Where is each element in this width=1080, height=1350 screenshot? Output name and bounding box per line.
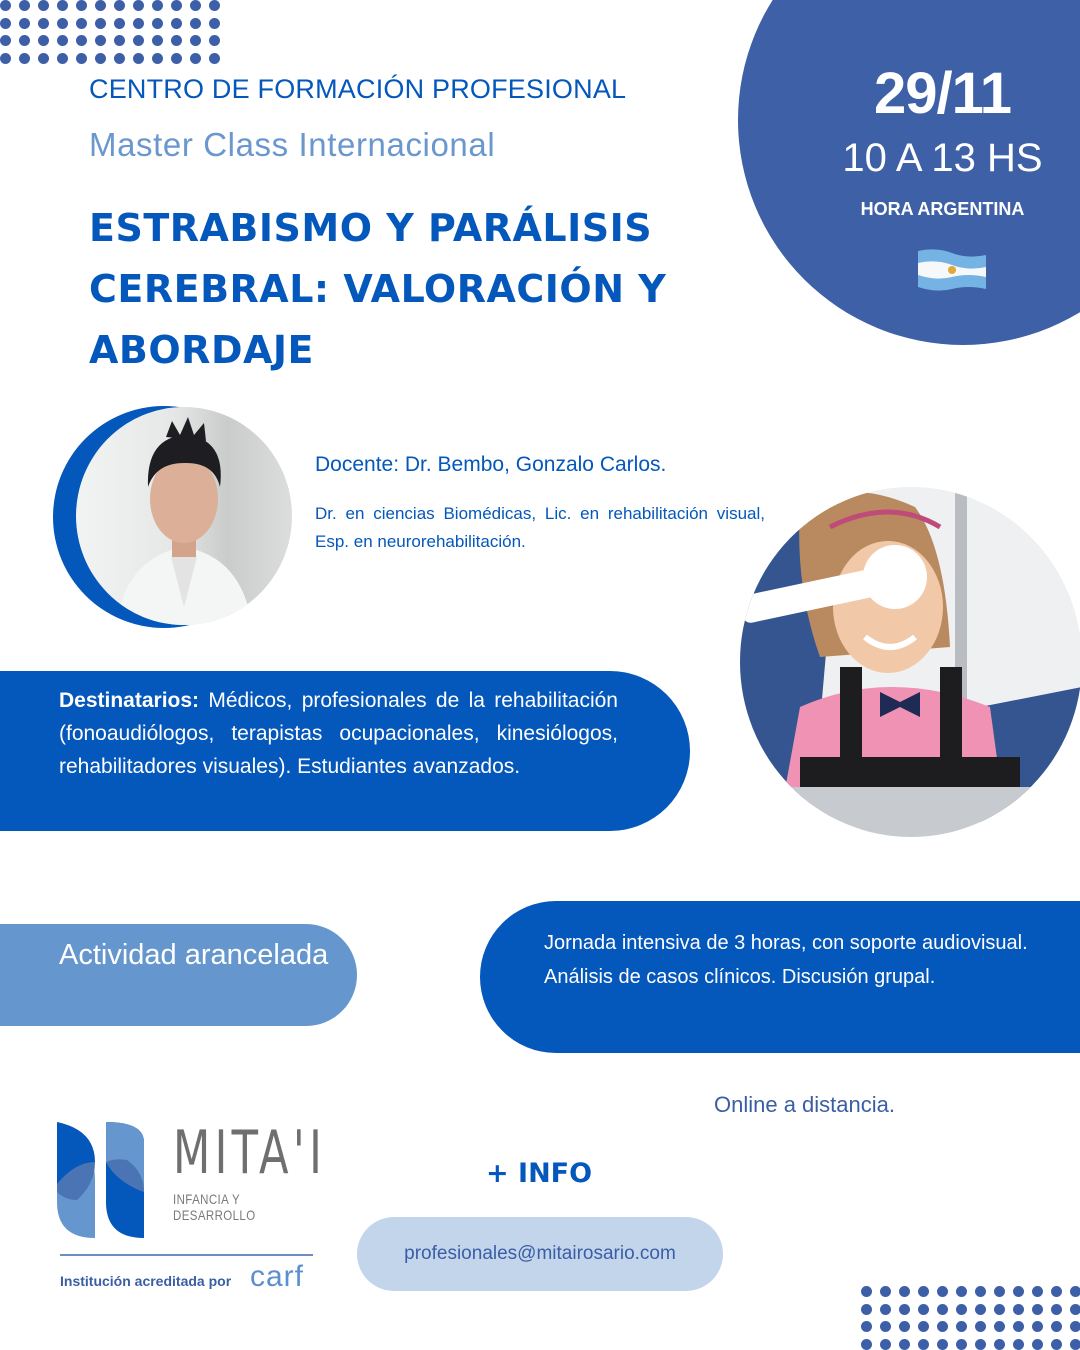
dot — [1070, 1321, 1080, 1332]
dot — [114, 53, 125, 64]
event-date: 29/11 — [874, 61, 1011, 126]
dot — [38, 35, 49, 46]
dot — [861, 1321, 872, 1332]
dot — [880, 1321, 891, 1332]
dot — [880, 1339, 891, 1350]
dot — [861, 1286, 872, 1297]
dot — [1032, 1304, 1043, 1315]
dot — [994, 1321, 1005, 1332]
dot — [95, 53, 106, 64]
dot — [57, 53, 68, 64]
dot — [209, 18, 220, 29]
dot — [1013, 1321, 1024, 1332]
dot — [190, 53, 201, 64]
dot — [76, 0, 87, 11]
dot — [0, 35, 11, 46]
dot — [1032, 1321, 1043, 1332]
dot — [975, 1304, 986, 1315]
brand-name: MITA'I — [173, 1118, 327, 1188]
dot — [1032, 1339, 1043, 1350]
logo-divider — [60, 1254, 313, 1256]
dot — [57, 18, 68, 29]
dot — [19, 0, 30, 11]
dot — [209, 53, 220, 64]
dot — [937, 1286, 948, 1297]
patient-photo — [740, 487, 1080, 837]
dot — [133, 53, 144, 64]
dot — [209, 35, 220, 46]
dot — [190, 18, 201, 29]
dot — [994, 1304, 1005, 1315]
format-description: Jornada intensiva de 3 horas, con soporte audiovisual. Análisis de casos clínicos. Discusión grupal. — [544, 932, 1028, 988]
dot — [76, 35, 87, 46]
dot — [76, 53, 87, 64]
dot — [38, 0, 49, 11]
dot — [956, 1286, 967, 1297]
dot — [918, 1286, 929, 1297]
dot — [861, 1339, 872, 1350]
dot-pattern-top-left — [0, 0, 228, 70]
event-title: ESTRABISMO Y PARÁLISIS CEREBRAL: VALORACIÓN Y ABORDAJE — [89, 206, 667, 372]
dot — [76, 18, 87, 29]
dot — [899, 1321, 910, 1332]
dot — [937, 1304, 948, 1315]
carf-logo: carf — [250, 1260, 305, 1293]
mitai-logo-icon — [57, 1122, 144, 1238]
dot — [171, 18, 182, 29]
dot — [0, 18, 11, 29]
email-link[interactable]: profesionales@mitairosario.com — [357, 1217, 723, 1291]
audience-text — [59, 684, 618, 783]
dot — [0, 0, 11, 11]
dot — [956, 1339, 967, 1350]
dot — [1051, 1304, 1062, 1315]
dot — [899, 1304, 910, 1315]
dot — [880, 1286, 891, 1297]
dot — [1070, 1304, 1080, 1315]
dot — [994, 1339, 1005, 1350]
brand-tagline-line1: INFANCIA Y — [173, 1191, 241, 1207]
dot — [0, 53, 11, 64]
dot — [133, 0, 144, 11]
dot — [1051, 1321, 1062, 1332]
dot — [918, 1321, 929, 1332]
event-time: 10 A 13 HS — [842, 136, 1043, 180]
dot — [956, 1321, 967, 1332]
dot — [133, 35, 144, 46]
institution-title: CENTRO DE FORMACIÓN PROFESIONAL — [89, 74, 627, 104]
brand-tagline-line2: DESARROLLO — [173, 1207, 256, 1223]
dot — [171, 53, 182, 64]
teacher-photo — [76, 407, 292, 625]
audience-label: Destinatarios: — [59, 689, 200, 712]
dot — [114, 0, 125, 11]
audience-description: Médicos, profesionales de la rehabilitación (fonoaudiólogos, terapistas ocupacionales, kinesiólogos, rehabilitadores visuales). Estudiantes avanzados. — [59, 689, 618, 778]
teacher-credentials: Dr. en ciencias Biomédicas, Lic. en rehabilitación visual, Esp. en neurorehabilitación. — [315, 504, 765, 551]
dot-pattern-bottom-right — [861, 1286, 1080, 1350]
accreditation-text: Institución acreditada por — [60, 1273, 232, 1289]
dot — [152, 35, 163, 46]
dot — [209, 0, 220, 11]
dot — [19, 53, 30, 64]
dot — [880, 1304, 891, 1315]
dot — [133, 18, 144, 29]
dot — [171, 35, 182, 46]
dot — [1013, 1286, 1024, 1297]
event-subtitle: Master Class Internacional — [89, 126, 496, 163]
dot — [1013, 1339, 1024, 1350]
dot — [918, 1339, 929, 1350]
dot — [1051, 1286, 1062, 1297]
dot — [937, 1321, 948, 1332]
brand-tagline — [173, 1191, 256, 1223]
dot — [95, 0, 106, 11]
more-info-heading: + INFO — [486, 1158, 593, 1189]
dot — [38, 53, 49, 64]
dot — [975, 1321, 986, 1332]
dot — [899, 1286, 910, 1297]
dot — [114, 18, 125, 29]
dot — [95, 35, 106, 46]
dot — [918, 1304, 929, 1315]
dot — [1070, 1339, 1080, 1350]
dot — [19, 35, 30, 46]
dot — [899, 1339, 910, 1350]
dot — [994, 1286, 1005, 1297]
dot — [152, 0, 163, 11]
teacher-portrait-illustration — [76, 407, 292, 625]
dot — [861, 1304, 872, 1315]
child-eye-exam-illustration — [740, 487, 1080, 837]
dot — [38, 18, 49, 29]
argentina-flag-icon — [916, 247, 988, 293]
dot — [57, 0, 68, 11]
dot — [152, 53, 163, 64]
dot — [1032, 1286, 1043, 1297]
dot — [57, 35, 68, 46]
dot — [95, 18, 106, 29]
fee-label: Actividad arancelada — [59, 939, 329, 971]
event-timezone: HORA ARGENTINA — [860, 199, 1025, 219]
dot — [171, 0, 182, 11]
teacher-name: Docente: Dr. Bembo, Gonzalo Carlos. — [315, 453, 667, 476]
dot — [1013, 1304, 1024, 1315]
dot — [1070, 1286, 1080, 1297]
modality-text: Online a distancia. — [714, 1092, 895, 1117]
dot — [190, 35, 201, 46]
dot — [975, 1286, 986, 1297]
dot — [19, 18, 30, 29]
dot — [937, 1339, 948, 1350]
dot — [975, 1339, 986, 1350]
dot — [114, 35, 125, 46]
dot — [190, 0, 201, 11]
dot — [1051, 1339, 1062, 1350]
dot — [152, 18, 163, 29]
dot — [956, 1304, 967, 1315]
